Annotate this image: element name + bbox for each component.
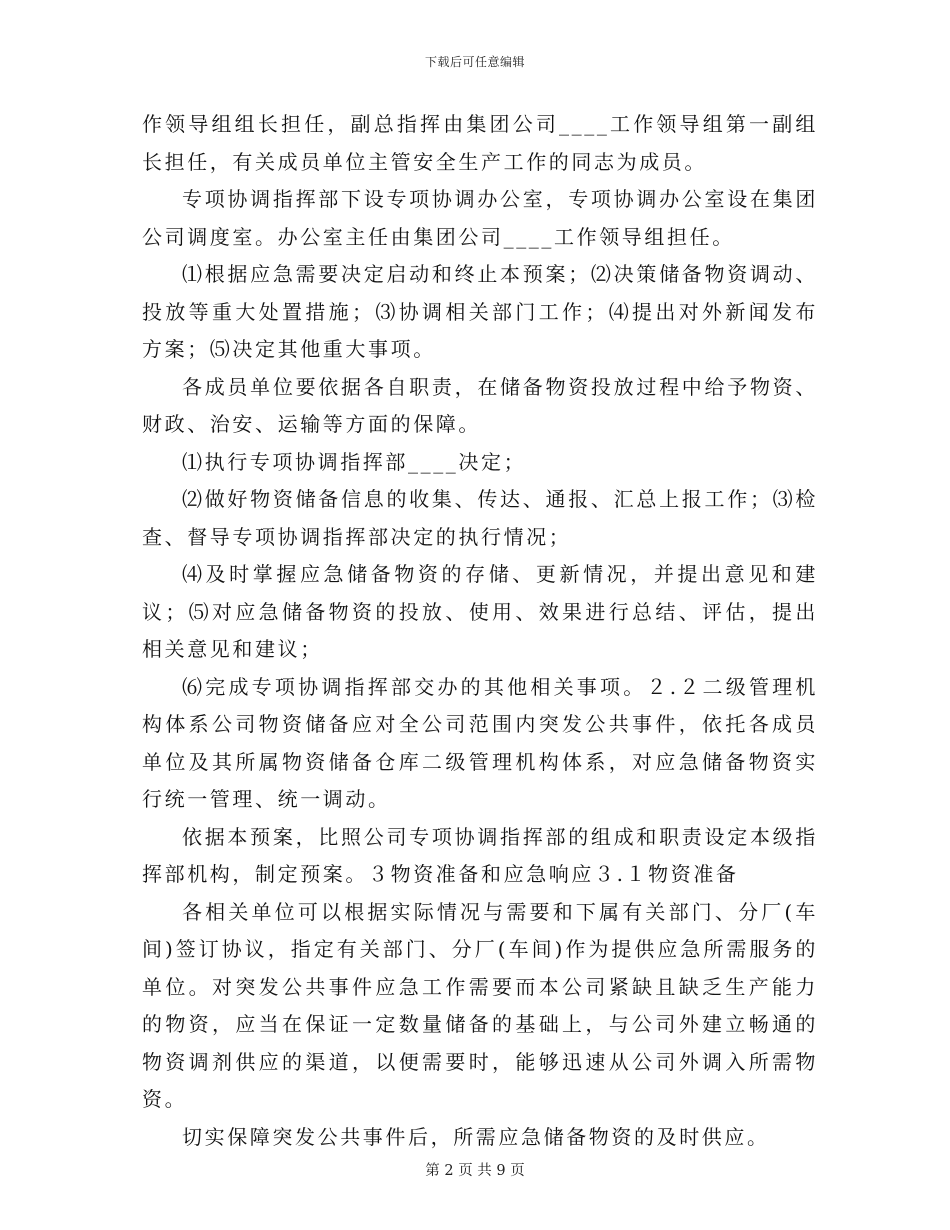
paragraph-5: ⑴执行专项协调指挥部____决定；	[182, 449, 527, 474]
paragraph-10: 各相关单位可以根据实际情况与需要和下属有关部门、分厂(车间)签订协议，指定有关部门、分厂(车间)作为提供应急所需服务的单位。对突发公共事件应急工作需要而本公司紧缺且缺乏生产能力的物资，应当在保证一定数量储备的基础上，与公司外建立畅通的物资调剂供应的渠道，以便需要时，能够迅速从公司外调入所需物资。	[142, 899, 818, 1111]
page-header-note: 下载后可任意编辑	[424, 55, 525, 69]
paragraph-3: ⑴根据应急需要决定启动和终止本预案；⑵决策储备物资调动、投放等重大处置措施；⑶协调相关部门工作；⑷提出对外新闻发布方案；⑸决定其他重大事项。	[142, 262, 818, 361]
paragraph-1: 作领导组组长担任，副总指挥由集团公司____工作领导组第一副组长担任，有关成员单位主管安全生产工作的同志为成员。	[142, 112, 818, 174]
document-body	[142, 106, 818, 1156]
paragraph-7: ⑷及时掌握应急储备物资的存储、更新情况，并提出意见和建议；⑸对应急储备物资的投放、使用、效果进行总结、评估，提出相关意见和建议；	[142, 562, 818, 661]
page-number: 第 2 页 共 9 页	[425, 1163, 525, 1179]
paragraph-8: ⑹完成专项协调指挥部交办的其他相关事项。２.２二级管理机构体系公司物资储备应对全公司范围内突发公共事件，依托各成员单位及其所属物资储备仓库二级管理机构体系，对应急储备物资实行统一管理、统一调动。	[142, 674, 818, 811]
paragraph-6: ⑵做好物资储备信息的收集、传达、通报、汇总上报工作；⑶检查、督导专项协调指挥部决定的执行情况；	[142, 487, 818, 549]
paragraph-4: 各成员单位要依据各自职责，在储备物资投放过程中给予物资、财政、治安、运输等方面的保障。	[142, 374, 818, 436]
paragraph-9: 依据本预案，比照公司专项协调指挥部的组成和职责设定本级指挥部机构，制定预案。３物资准备和应急响应３.１物资准备	[142, 824, 818, 886]
paragraph-2: 专项协调指挥部下设专项协调办公室，专项协调办公室设在集团公司调度室。办公室主任由集团公司____工作领导组担任。	[142, 187, 818, 249]
paragraph-11: 切实保障突发公共事件后，所需应急储备物资的及时供应。	[182, 1124, 770, 1149]
